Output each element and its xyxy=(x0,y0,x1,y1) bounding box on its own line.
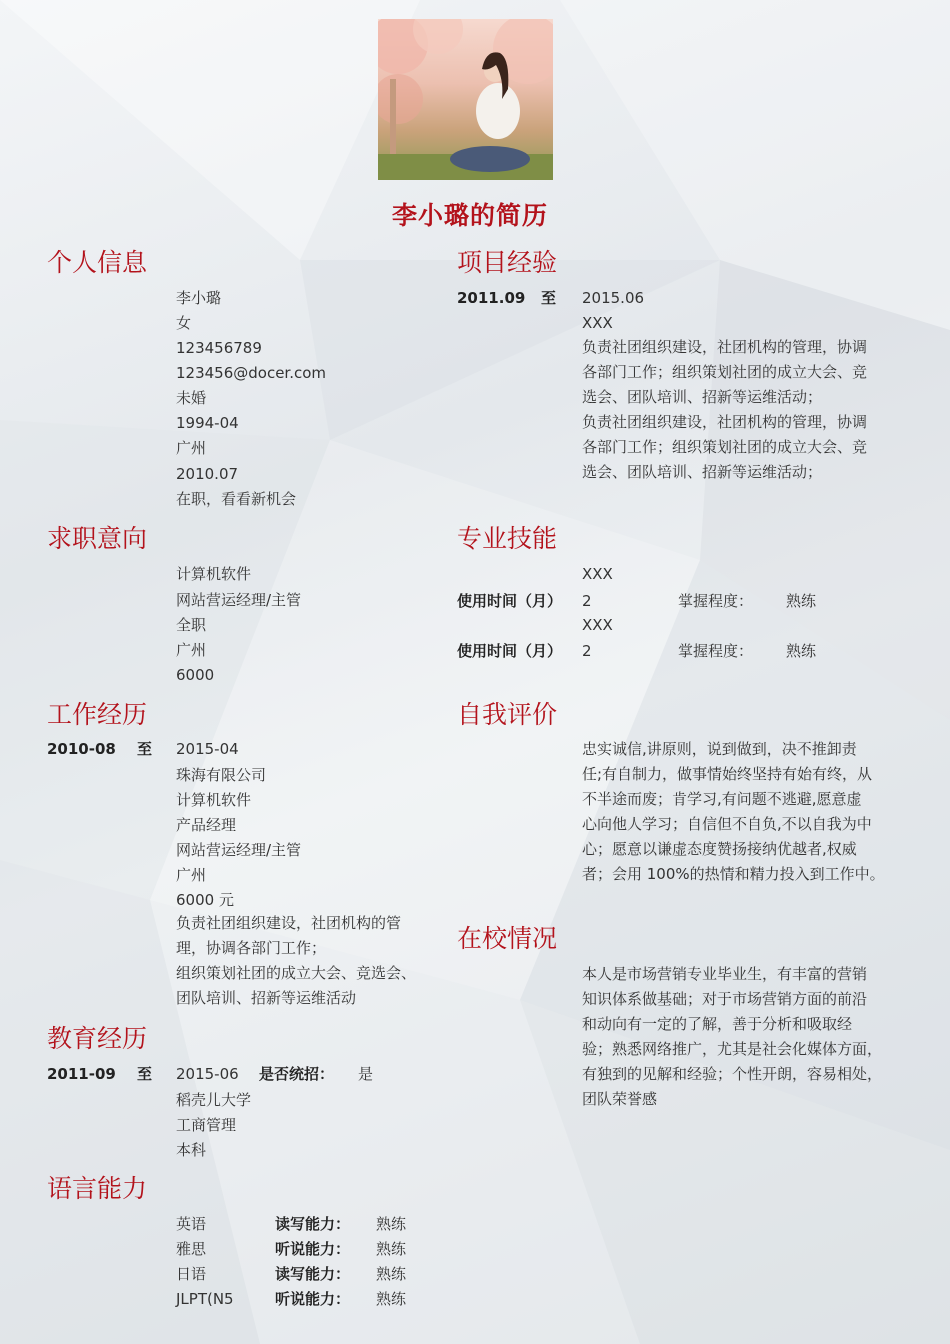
field-value: 产品经理 xyxy=(176,816,237,834)
campus-heading: 在校情况 xyxy=(457,924,558,953)
text-line: 不半途而废；肯学习,有问题不逃避,愿意虚 xyxy=(582,790,862,808)
text-line: 忠实诚信,讲原则，说到做到，决不推卸责 xyxy=(582,740,857,758)
field-label: 使用时间（月） xyxy=(457,642,563,660)
campus-text xyxy=(582,962,907,1112)
field-value: XXX xyxy=(582,616,613,634)
field-value: 计算机软件 xyxy=(176,791,252,809)
field-label: 读写能力： xyxy=(275,1265,351,1283)
project-heading: 项目经验 xyxy=(457,248,558,277)
work-duty-text xyxy=(176,911,446,1011)
field-value: 日语 xyxy=(176,1265,207,1283)
date-separator: 至 xyxy=(137,740,153,758)
text-line: 者；会用 100%的热情和精力投入到工作中。 xyxy=(582,865,885,883)
field-label: 掌握程度： xyxy=(678,642,754,660)
text-line: 负责社团组织建设，社团机构的管 xyxy=(176,914,402,932)
text-line: 负责社团组织建设，社团机构的管理，协调 xyxy=(582,413,868,431)
text-line: 各部门工作；组织策划社团的成立大会、竞 xyxy=(582,438,868,456)
date-separator: 至 xyxy=(541,289,557,307)
resume-title: 李小璐的简历 xyxy=(391,201,548,230)
field-value: 123456@docer.com xyxy=(176,364,327,382)
text-line: 理，协调各部门工作； xyxy=(176,939,327,957)
self-eval-heading: 自我评价 xyxy=(457,700,558,729)
project-description xyxy=(582,335,907,410)
text-line: 团队培训、招新等运维活动 xyxy=(176,989,357,1007)
field-value: 2 xyxy=(582,592,592,610)
field-label: 掌握程度： xyxy=(678,592,754,610)
field-value: 全职 xyxy=(176,616,207,634)
start-date: 2010-08 xyxy=(47,740,116,758)
field-value: 广州 xyxy=(176,641,207,659)
start-date: 2011-09 xyxy=(47,1065,116,1083)
skills-heading: 专业技能 xyxy=(457,524,558,553)
text-line: 心向他人学习；自信但不自负,不以自我为中 xyxy=(582,815,872,833)
text-line: 本人是市场营销专业毕业生，有丰富的营销 xyxy=(582,965,868,983)
field-value: 2 xyxy=(582,642,592,660)
text-line: 验；熟悉网络推广，尤其是社会化媒体方面， xyxy=(582,1040,883,1058)
text-line: 选会、团队培训、招新等运维活动； xyxy=(582,388,823,406)
text-line: 有独到的见解和经验；个性开朗，容易相处， xyxy=(582,1065,883,1083)
text-line: 负责社团组织建设，社团机构的管理，协调 xyxy=(582,338,868,356)
field-value: 6000 元 xyxy=(176,891,234,909)
field-value: 熟练 xyxy=(786,642,817,660)
field-value: 英语 xyxy=(176,1215,207,1233)
field-value: 稻壳儿大学 xyxy=(176,1091,252,1109)
work-heading: 工作经历 xyxy=(47,700,148,729)
field-label: 使用时间（月） xyxy=(457,592,563,610)
field-value: 123456789 xyxy=(176,339,262,357)
field-value: 熟练 xyxy=(376,1290,407,1308)
field-label: 读写能力： xyxy=(275,1215,351,1233)
end-date: 2015.06 xyxy=(582,289,645,307)
text-line: 和动向有一定的了解，善于分析和吸取经 xyxy=(582,1015,853,1033)
field-value: 广州 xyxy=(176,439,207,457)
field-value: 熟练 xyxy=(376,1215,407,1233)
portrait-illustration xyxy=(378,19,553,180)
unified-label: 是否统招： xyxy=(259,1065,335,1083)
field-value: 1994-04 xyxy=(176,414,239,432)
self-eval-text xyxy=(582,737,907,887)
field-value: 女 xyxy=(176,314,192,332)
project-duty xyxy=(582,410,907,485)
intent-heading: 求职意向 xyxy=(47,524,148,553)
field-value: 熟练 xyxy=(786,592,817,610)
text-line: 选会、团队培训、招新等运维活动； xyxy=(582,463,823,481)
field-value: 在职，看看新机会 xyxy=(176,490,297,508)
field-value: 珠海有限公司 xyxy=(176,766,267,784)
end-date: 2015-04 xyxy=(176,740,239,758)
field-value: 计算机软件 xyxy=(176,565,252,583)
start-date: 2011.09 xyxy=(457,289,526,307)
text-line: 团队荣誉感 xyxy=(582,1090,658,1108)
profile-photo xyxy=(378,19,553,180)
text-line: 心；愿意以谦虚态度赞扬接纳优越者,权威 xyxy=(582,840,857,858)
field-value: 2010.07 xyxy=(176,465,239,483)
field-label: 听说能力： xyxy=(275,1240,351,1258)
text-line: 组织策划社团的成立大会、竞选会、 xyxy=(176,964,417,982)
field-value: 雅思 xyxy=(176,1240,207,1258)
field-value: 工商管理 xyxy=(176,1116,237,1134)
language-heading: 语言能力 xyxy=(47,1174,148,1203)
field-value: JLPT(N5 xyxy=(176,1290,234,1308)
end-date: 2015-06 xyxy=(176,1065,239,1083)
education-heading: 教育经历 xyxy=(47,1024,148,1053)
date-separator: 至 xyxy=(137,1065,153,1083)
field-value: XXX xyxy=(582,314,613,332)
unified-value: 是 xyxy=(358,1065,374,1083)
field-value: 广州 xyxy=(176,866,207,884)
field-label: 听说能力： xyxy=(275,1290,351,1308)
field-value: XXX xyxy=(582,565,613,583)
field-value: 李小璐 xyxy=(176,289,222,307)
field-value: 网站营运经理/主管 xyxy=(176,841,302,859)
text-line: 任;有自制力，做事情始终坚持有始有终，从 xyxy=(582,765,873,783)
field-value: 未婚 xyxy=(176,389,207,407)
text-line: 知识体系做基础；对于市场营销方面的前沿 xyxy=(582,990,868,1008)
field-value: 6000 xyxy=(176,666,215,684)
text-line: 各部门工作；组织策划社团的成立大会、竞 xyxy=(582,363,868,381)
field-value: 熟练 xyxy=(376,1265,407,1283)
field-value: 本科 xyxy=(176,1141,207,1159)
field-value: 网站营运经理/主管 xyxy=(176,591,302,609)
personal-heading: 个人信息 xyxy=(47,248,148,277)
field-value: 熟练 xyxy=(376,1240,407,1258)
